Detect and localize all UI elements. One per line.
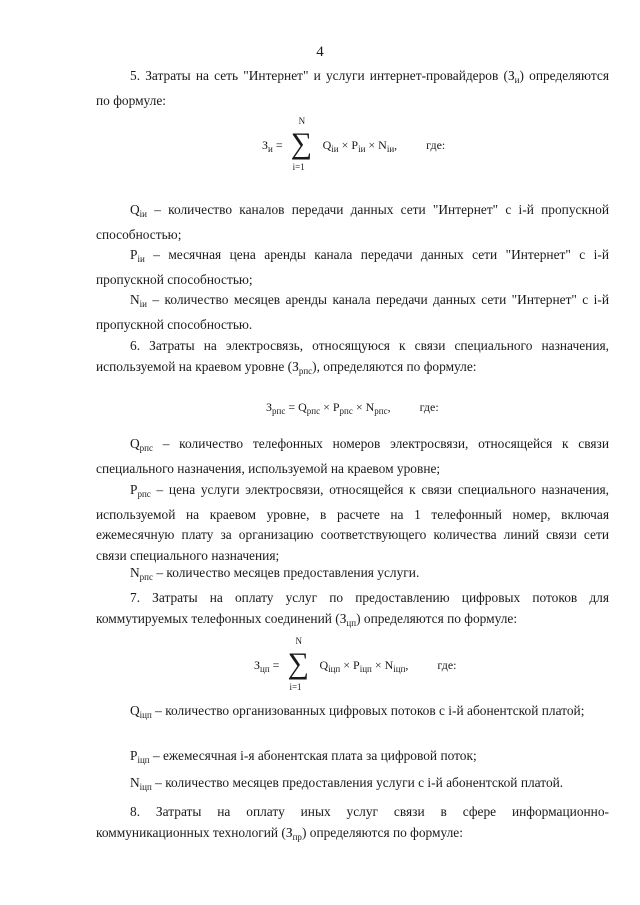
definition-p-digital: $P_{iцп}$ – ежемесячная i-я абонентская плата за цифровой поток; [130,748,477,765]
definition-n-special: $N_{рпс}$ – количество месяцев предоставления услуги. [130,565,420,582]
formula-special-communication: $З_{рпс} = Q_{рпс} \times P_{рпс} \times N_{рпс}$, где: [266,400,439,416]
definition-q-digital: $Q_{iцп}$ – количество организованных цифровых потоков с i-й абонентской платой; [130,703,585,720]
definition-q-special: $Q_{рпс}$ – количество телефонных номеров электросвязи, относящейся к связи специального назначения, используемой на краевом уровне; [96,436,609,476]
definition-p-special: $P_{рпс}$ – цена услуги электросвязи, относящейся к связи специального назначения, используемой на краевом уровне, в расчете на 1 телефонный номер, включая ежемесячную плату за организацию соответствующего количества линий связи сети связи специального назначения; [96,482,609,563]
definition-n-internet: $N_{iи}$ – количество месяцев аренды канала передачи данных сети "Интернет" с i-й пропускной способностью. [96,292,609,332]
paragraph-item-6: 6. Затраты на электросвязь, относящуюся к связи специального назначения, используемой на краевом уровне $(З_{рпс})$, определяются по формуле: [96,338,609,376]
summation-sign: N ∑ i=1 [287,636,309,692]
summation-sign: N ∑ i=1 [290,116,313,172]
paragraph-item-8: 8. Затраты на оплату иных услуг связи в сфере информационно-коммуникационных технологий $(З_{пр})$ определяются по формуле: [96,804,609,842]
page-number: 4 [316,44,324,60]
definition-p-internet: $P_{iи}$ – месячная цена аренды канала передачи данных сети "Интернет" с i-й пропускной способностью; [96,247,609,287]
paragraph-item-5: 5. Затраты на сеть "Интернет" и услуги интернет-провайдеров $(З_и)$ определяются по формуле: [96,68,609,108]
formula-internet: $З_и$ = N ∑ i=1 $Q_{iи} \times P_{iи} \times N_{iи}$, где: [262,116,446,172]
formula-digital-streams: $З_{цп}$ = N ∑ i=1 $Q_{iцп} \times P_{iцп} \times N_{iцп}$, где: [254,636,457,692]
paragraph-item-7: 7. Затраты на оплату услуг по предоставлению цифровых потоков для коммутируемых телефонных соединений $(З_{цп})$ определяются по формуле: [96,590,609,628]
definition-q-internet: $Q_{iи}$ – количество каналов передачи данных сети "Интернет" с i-й пропускной способностью; [96,202,609,242]
definition-n-digital: $N_{iцп}$ – количество месяцев предоставления услуги с i-й абонентской платой. [130,775,564,792]
